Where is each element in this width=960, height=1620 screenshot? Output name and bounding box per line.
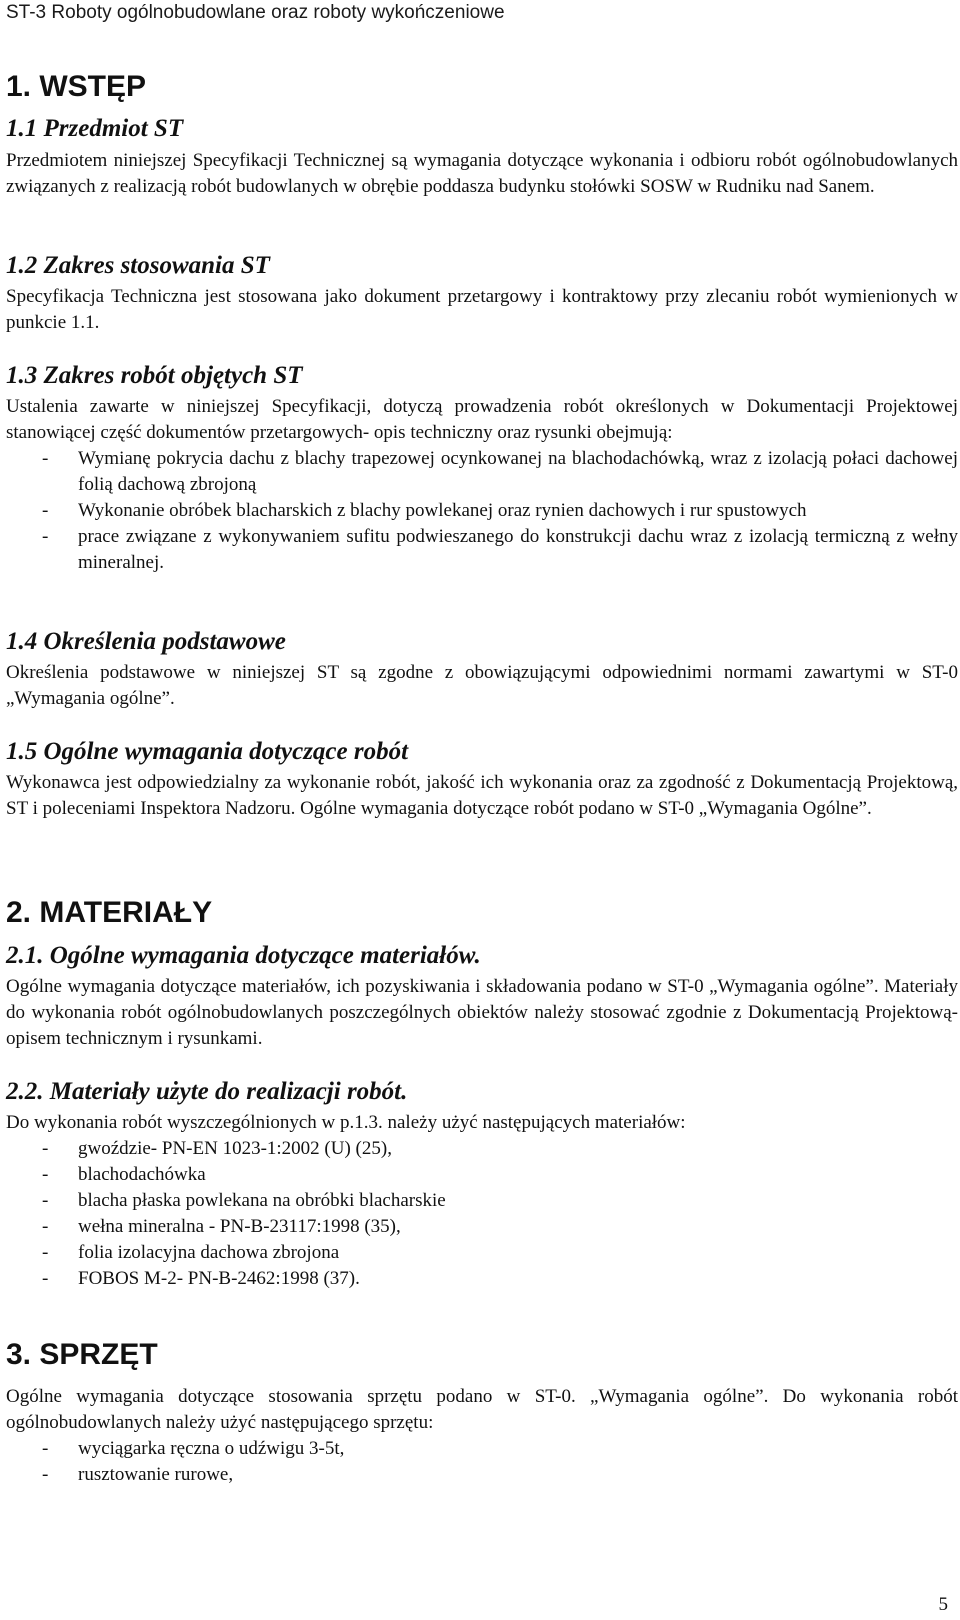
list-item: - blacha płaska powlekana na obróbki blacharskie <box>42 1190 446 1211</box>
materials-list <box>6 1136 958 1292</box>
paragraph-2-2: Do wykonania robót wyszczególnionych w p.1.3. należy użyć następujących materiałów: <box>6 1112 686 1133</box>
paragraph-1-1: Przedmiotem niniejszej Specyfikacji Technicznej są wymagania dotyczące wykonania i odbioru robót ogólnobudowlanych związanych z realizacją robót budowlanych w obrębie poddasza budynku stołówki SOSW w Rudniku nad Sanem. <box>6 150 958 197</box>
list-item: - Wykonanie obróbek blacharskich z blachy powlekanej oraz rynien dachowych i rur spustowych <box>42 500 807 521</box>
page-number: 5 <box>938 1594 948 1615</box>
paragraph-1-2: Specyfikacja Techniczna jest stosowana jako dokument przetargowy i kontraktowy przy zlecaniu robót wymienionych w punkcie 1.1. <box>6 286 958 333</box>
list-item: - wełna mineralna - PN-B-23117:1998 (35), <box>42 1216 401 1237</box>
running-header: ST-3 Roboty ogólnobudowlane oraz roboty wykończeniowe <box>6 2 505 23</box>
list-item: - folia izolacyjna dachowa zbrojona <box>42 1242 340 1263</box>
list-item: - Wymianę pokrycia dachu z blachy trapezowej ocynkowanej na blachodachówką, wraz z izolacją połaci dachowej folią dachową zbrojoną <box>42 448 958 495</box>
list-item: - FOBOS M-2- PN-B-2462:1998 (37). <box>42 1268 360 1289</box>
paragraph-2-1: Ogólne wymagania dotyczące materiałów, ich pozyskiwania i składowania podano w ST-0 „Wymagania ogólne”. Materiały do wykonania robót ogólnobudowlanych poszczególnych obiektów należy stosować zgodnie z Dokumentacją Projektową- opisem technicznym i rysunkami. <box>6 976 958 1049</box>
subheading-1-3: 1.3 Zakres robót objętych ST <box>6 362 303 389</box>
subheading-2-2: 2.2. Materiały użyte do realizacji robót. <box>6 1078 408 1105</box>
paragraph-1-4: Określenia podstawowe w niniejszej ST są zgodne z obowiązującymi odpowiednimi normami zawartymi w ST-0 „Wymagania ogólne”. <box>6 662 958 709</box>
scope-list <box>6 446 958 576</box>
section-heading-2: 2. MATERIAŁY <box>6 896 213 929</box>
section-heading-3: 3. SPRZĘT <box>6 1338 158 1371</box>
list-item: - wyciągarka ręczna o udźwigu 3-5t, <box>42 1438 345 1459</box>
list-item: - gwoździe- PN-EN 1023-1:2002 (U) (25), <box>42 1138 392 1159</box>
paragraph-1-5: Wykonawca jest odpowiedzialny za wykonanie robót, jakość ich wykonania oraz za zgodność z Dokumentacją Projektową, ST i poleceniami Inspektora Nadzoru. Ogólne wymagania dotyczące robót podano w ST-0 „Wymagania Ogólne”. <box>6 772 958 819</box>
equipment-list <box>6 1436 958 1488</box>
subheading-1-5: 1.5 Ogólne wymagania dotyczące robót <box>6 738 409 765</box>
paragraph-3: Ogólne wymagania dotyczące stosowania sprzętu podano w ST-0. „Wymagania ogólne”. Do wykonania robót ogólnobudowlanych należy użyć następującego sprzętu: <box>6 1386 958 1433</box>
section-heading-1: 1. WSTĘP <box>6 70 147 103</box>
list-item: - prace związane z wykonywaniem sufitu podwieszanego do konstrukcji dachu wraz z izolacją termiczną z wełny mineralnej. <box>42 526 958 573</box>
subheading-1-4: 1.4 Określenia podstawowe <box>6 628 286 655</box>
subheading-1-1: 1.1 Przedmiot ST <box>6 115 184 142</box>
paragraph-1-3: Ustalenia zawarte w niniejszej Specyfikacji, dotyczą prowadzenia robót określonych w Dokumentacji Projektowej stanowiącej część dokumentów przetargowych- opis techniczny oraz rysunki obejmują: <box>6 396 958 443</box>
list-item: - rusztowanie rurowe, <box>42 1464 234 1485</box>
subheading-2-1: 2.1. Ogólne wymagania dotyczące materiałów. <box>6 942 481 969</box>
list-item: - blachodachówka <box>42 1164 206 1185</box>
subheading-1-2: 1.2 Zakres stosowania ST <box>6 252 270 279</box>
